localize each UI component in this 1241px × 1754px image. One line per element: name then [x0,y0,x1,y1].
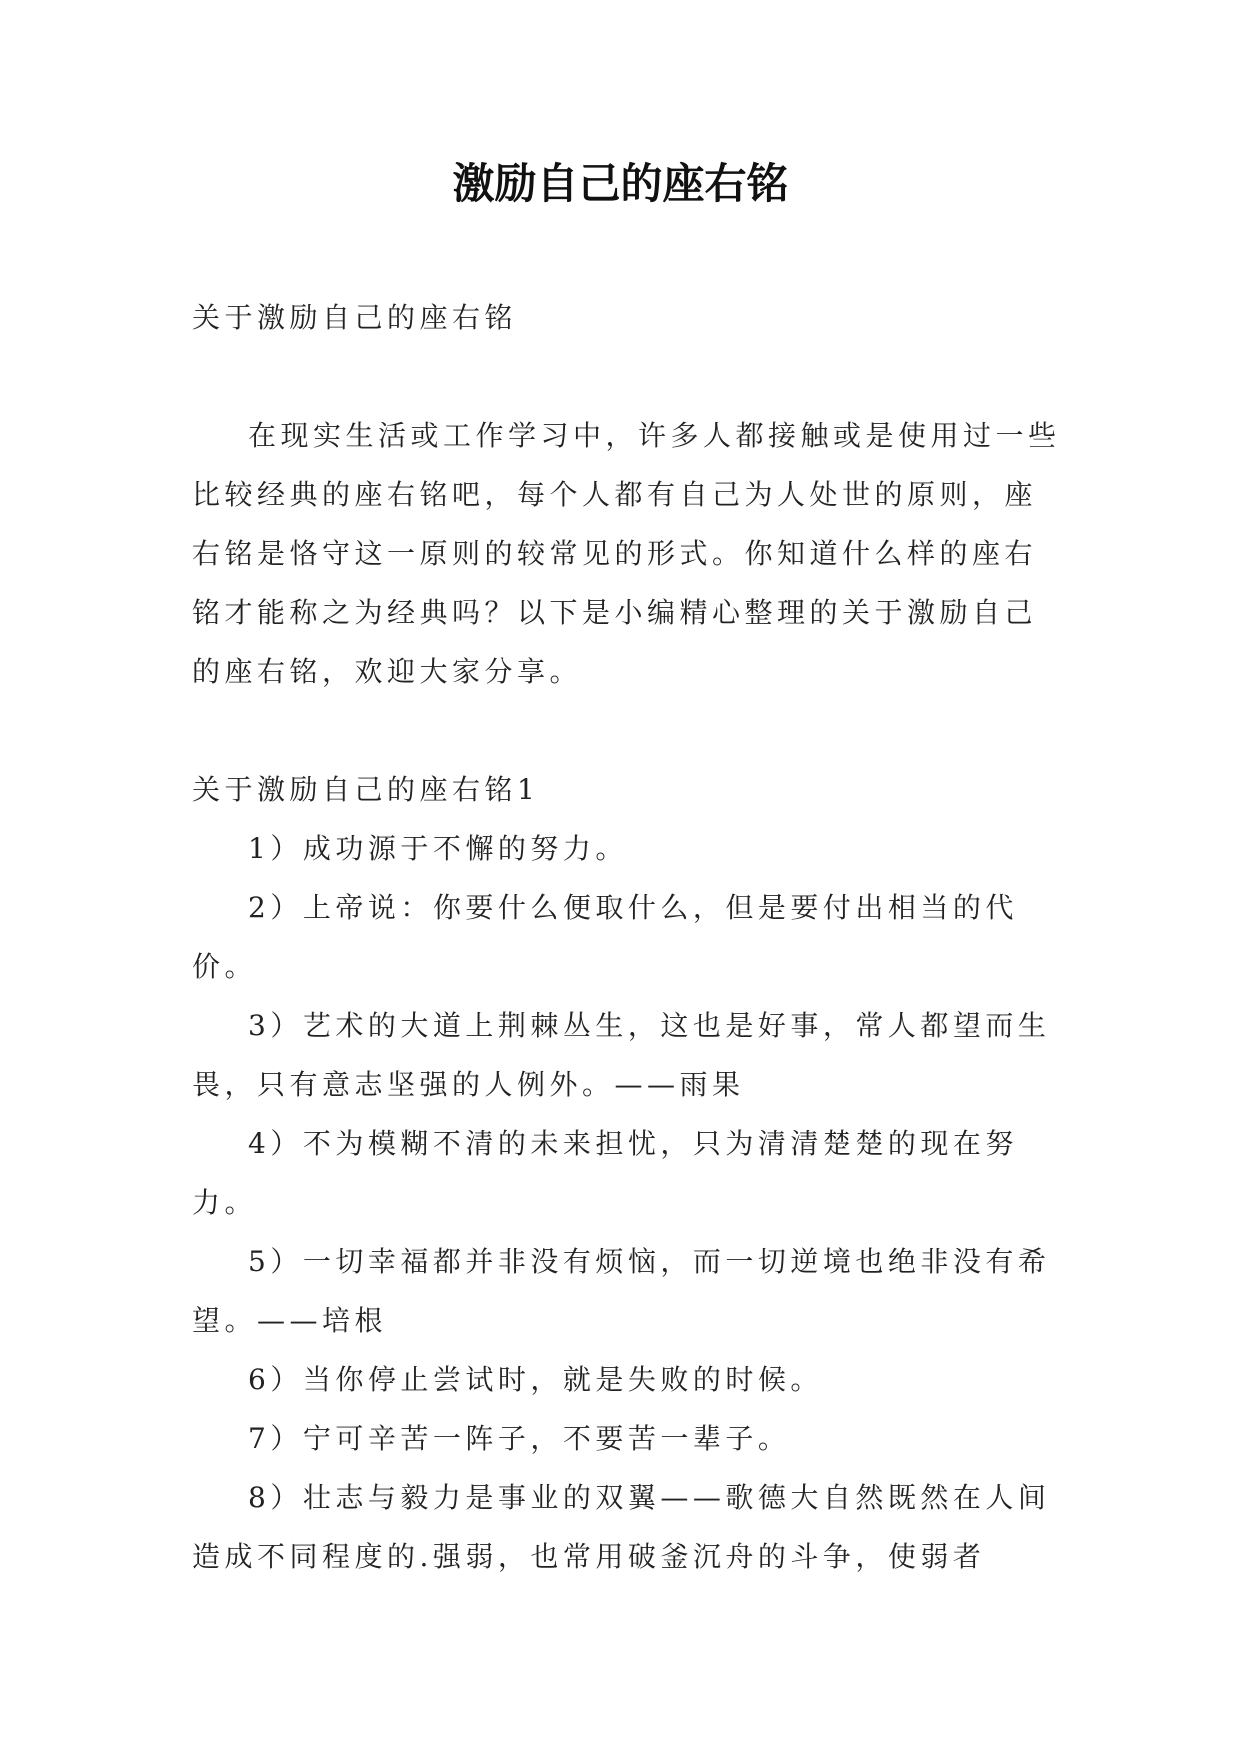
document-title: 激励自己的座右铭 [452,159,789,208]
intro-paragraph: 在现实生活或工作学习中，许多人都接触或是使用过一些比较经典的座右铭吧，每个人都有自己为人处世的原则，座右铭是恪守这一原则的较常见的形式。你知道什么样的座右铭才能称之为经典吗？以下是小编精心整理的关于激励自己的座右铭，欢迎大家分享。 [192,419,1061,688]
list-item: 6）当你停止尝试时，就是失败的时候。 [248,1363,823,1396]
list-item: 1）成功源于不懈的努力。 [248,832,628,865]
list-item: 8）壮志与毅力是事业的双翼——歌德大自然既然在人间造成不同程度的.强弱，也常用破釜沉舟的斗争，使弱者 [192,1481,1051,1573]
list-item: 3）艺术的大道上荆棘丛生，这也是好事，常人都望而生畏，只有意志坚强的人例外。——雨果 [192,1009,1051,1101]
list-item: 4）不为模糊不清的未来担忧，只为清清楚楚的现在努力。 [192,1127,1018,1219]
list-item: 7）宁可辛苦一阵子，不要苦一辈子。 [248,1422,791,1455]
list-item: 2）上帝说：你要什么便取什么，但是要付出相当的代价。 [192,891,1018,983]
subtitle: 关于激励自己的座右铭 [192,301,518,334]
list-item: 5）一切幸福都并非没有烦恼，而一切逆境也绝非没有希望。——培根 [192,1245,1051,1337]
document-body [192,288,1062,1586]
section-heading: 关于激励自己的座右铭1 [192,773,540,806]
